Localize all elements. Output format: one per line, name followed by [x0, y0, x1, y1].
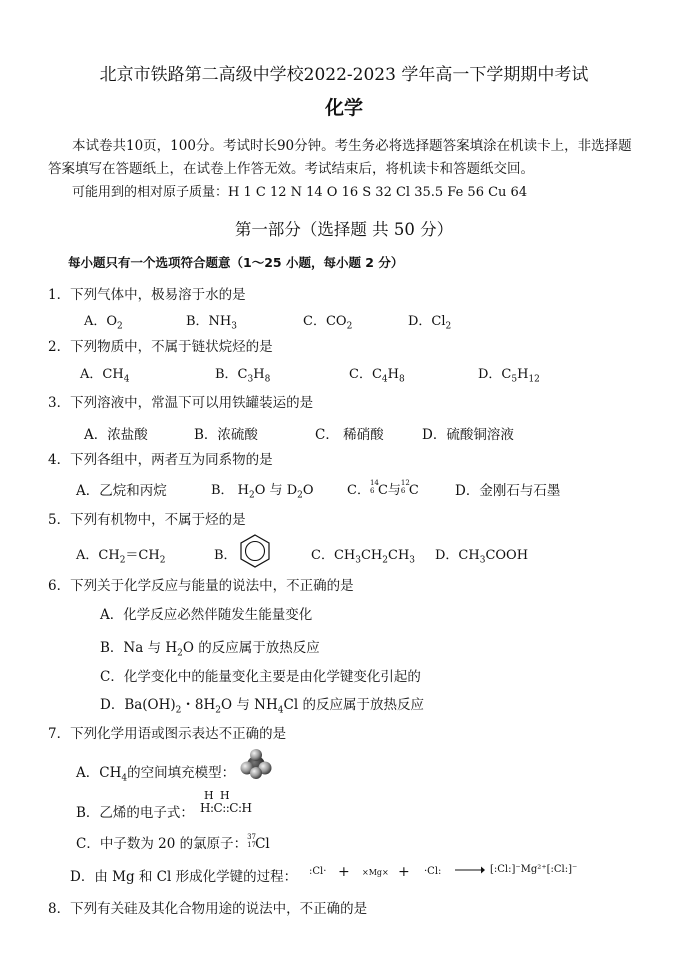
chlorine-atom-right: ·Cl: — [424, 866, 442, 877]
intro-line-1: 本试卷共10页，100分。考试时长90分钟。考生务必将选择题答案填涂在机读卡上，非选择题 — [72, 138, 632, 154]
question-4-option-a: A．乙烷和丙烷 — [76, 483, 167, 499]
question-7-stem: 7．下列化学用语或图示表达不正确的是 — [48, 726, 287, 742]
question-7-option-a: A．$CH_4$的空间填充模型： — [76, 765, 236, 784]
question-3-option-c: C． 稀硝酸 — [315, 427, 384, 443]
methane-space-filling-model-icon — [238, 748, 274, 780]
question-1-option-c: C．$CO_2$ — [303, 314, 353, 332]
plus-sign-1: + — [338, 864, 350, 880]
question-5-stem: 5．下列有机物中，不属于烃的是 — [48, 512, 246, 528]
question-6-option-c: C．化学变化中的能量变化主要是由化学键变化引起的 — [100, 669, 421, 685]
question-3-option-b: B．浓硫酸 — [194, 427, 258, 443]
question-5-option-c: C．$CH_3CH_2CH_3$ — [311, 548, 416, 566]
benzene-ring-icon — [238, 533, 272, 569]
isotope-notation-cl37: 37 17 — [247, 833, 257, 849]
question-2-option-b: B．$C_3H_8$ — [215, 367, 271, 385]
subject-title: 化学 — [324, 97, 363, 119]
question-1-option-a: A．$O_2$ — [84, 314, 123, 332]
question-2-option-a: A．$CH_4$ — [80, 367, 130, 385]
question-1-option-d: D．$Cl_2$ — [408, 314, 452, 332]
question-7-option-c: C．中子数为 20 的氯原子： 37 17 Cl — [76, 833, 270, 852]
ethylene-top-h-left: H — [204, 789, 214, 802]
question-6-option-d: D．$Ba(OH)_2$・$8H_2O$ 与 $NH_4Cl$ 的反应属于放热反应 — [100, 697, 424, 716]
intro-line-2: 答案填写在答题纸上，在试卷上作答无效。考试结束后，将机读卡和答题纸交回。 — [48, 161, 534, 177]
question-4-stem: 4．下列各组中，两者互为同系物的是 — [48, 452, 273, 468]
question-2-option-d: D．$C_5H_{12}$ — [478, 367, 540, 385]
question-7-option-b: B．乙烯的电子式： — [76, 805, 194, 821]
exam-title: 北京市铁路第二高级中学校2022-2023 学年高一下学期期中考试 — [99, 65, 589, 85]
question-2-option-c: C．$C_4H_8$ — [349, 367, 405, 385]
isotope-notation-c12: 12 6 — [400, 479, 410, 495]
isotope-notation-c14: 14 6 — [369, 479, 379, 495]
question-5-option-a: A．$CH_2=CH_2$ — [76, 548, 166, 566]
atomic-masses: 可能用到的相对原子质量：H 1 C 12 N 14 O 16 S 32 Cl 35.5 Fe 56 Cu 64 — [72, 185, 528, 200]
part-one-hint: 每小题只有一个选项符合题意（1～25 小题，每小题 2 分） — [68, 255, 404, 270]
ethylene-electron-formula: H:C::C:H — [200, 801, 252, 815]
question-6-stem: 6．下列关于化学反应与能量的说法中，不正确的是 — [48, 578, 354, 594]
question-6-option-b: B．Na 与 $H_2O$ 的反应属于放热反应 — [100, 640, 320, 659]
part-one-title: 第一部分（选择题 共 50 分） — [234, 220, 454, 239]
question-1-option-b: B．$NH_3$ — [186, 314, 237, 332]
question-4-option-d: D．金刚石与石墨 — [455, 483, 561, 499]
question-3-stem: 3．下列溶液中，常温下可以用铁罐装运的是 — [48, 395, 314, 411]
question-4-option-c: C． 14 6 C与 12 6 C — [347, 479, 419, 498]
question-7-option-d: D．由 Mg 和 Cl 形成化学键的过程： — [70, 869, 298, 885]
question-3-option-d: D．硫酸铜溶液 — [422, 427, 514, 443]
question-4-option-b: B． $H_2O$ 与 $D_2O$ — [211, 483, 314, 501]
question-6-option-a: A．化学反应必然伴随发生能量变化 — [100, 607, 313, 623]
question-8-stem: 8．下列有关硅及其化合物用途的说法中，不正确的是 — [48, 901, 368, 917]
magnesium-chloride-product: [:Cl:]⁻Mg²⁺[:Cl:]⁻ — [490, 864, 578, 875]
question-5-option-b: B． — [214, 548, 237, 563]
question-2-stem: 2．下列物质中，不属于链状烷烃的是 — [48, 339, 273, 355]
chlorine-atom-left: :Cl· — [309, 866, 327, 877]
question-5-option-d: D．$CH_3COOH$ — [435, 548, 529, 566]
magnesium-atom: ×Mg× — [362, 868, 389, 877]
question-3-option-a: A．浓盐酸 — [84, 427, 148, 443]
reaction-arrow-icon — [454, 865, 486, 875]
question-1-stem: 1．下列气体中，极易溶于水的是 — [48, 287, 246, 303]
ethylene-top-h-right: H — [220, 789, 230, 802]
plus-sign-2: + — [398, 864, 410, 880]
